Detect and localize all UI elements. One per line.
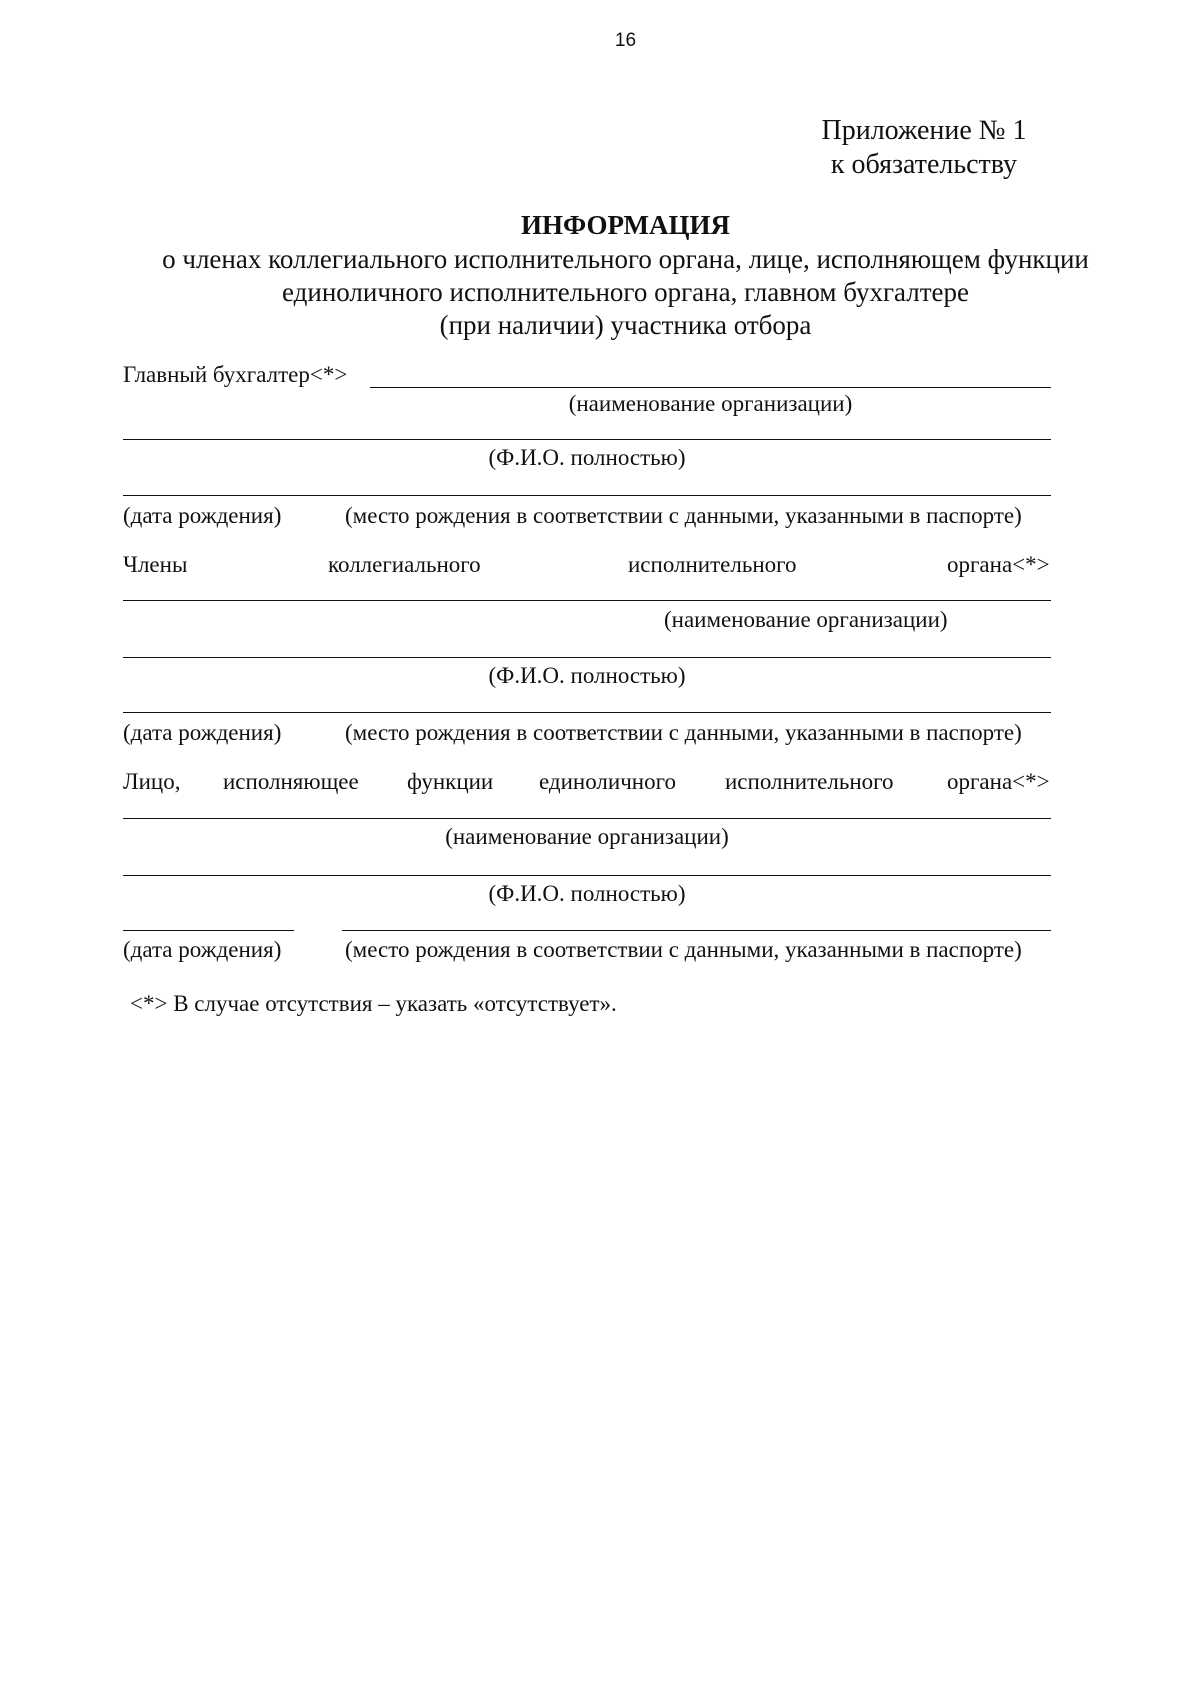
dob-birthplace-field[interactable] (123, 495, 1051, 496)
birthplace-caption: (место рождения в соответствии с данными, указанными в паспорте) (345, 503, 1022, 528)
birthplace-field[interactable] (342, 930, 1051, 931)
dob-birthplace-field[interactable] (123, 712, 1051, 713)
org-name-caption: (наименование организации) (445, 824, 729, 849)
fio-field[interactable] (123, 657, 1051, 658)
subtitle-line-2: единоличного исполнительного органа, главном бухгалтере (282, 277, 969, 307)
org-name-field[interactable] (123, 600, 1051, 601)
sole-label-word-6: органа<*> (947, 769, 1050, 794)
document-title: ИНФОРМАЦИЯ (521, 210, 730, 240)
dob-caption: (дата рождения) (123, 503, 282, 528)
board-label-word-2: коллегиального (328, 552, 481, 577)
org-name-caption: (наименование организации) (664, 607, 948, 632)
birthplace-caption: (место рождения в соответствии с данными, указанными в паспорте) (345, 720, 1022, 745)
sole-label-word-5: исполнительного (725, 769, 894, 794)
chief-accountant-label: Главный бухгалтер<*> (123, 362, 348, 387)
fio-caption: (Ф.И.О. полностью) (488, 881, 686, 906)
appendix-line-1: Приложение № 1 (821, 115, 1027, 146)
sole-label-word-2: исполняющее (223, 769, 359, 794)
document-subtitle (0, 243, 1200, 342)
subtitle-line-1: о членах коллегиального исполнительного органа, лице, исполняющем функции (162, 244, 1089, 274)
board-label-word-1: Члены (123, 552, 188, 577)
org-name-field[interactable] (123, 818, 1051, 819)
footnote: <*> В случае отсутствия – указать «отсутствует». (130, 991, 617, 1016)
appendix-note (800, 114, 1048, 182)
dob-caption: (дата рождения) (123, 937, 282, 962)
board-label-word-4: органа<*> (947, 552, 1050, 577)
sole-label-word-1: Лицо, (123, 769, 181, 794)
org-name-field[interactable] (370, 387, 1051, 388)
birthplace-caption: (место рождения в соответствии с данными, указанными в паспорте) (345, 937, 1022, 962)
fio-caption: (Ф.И.О. полностью) (488, 663, 686, 688)
sole-label-word-3: функции (407, 769, 494, 794)
fio-field[interactable] (123, 875, 1051, 876)
subtitle-line-3: (при наличии) участника отбора (439, 310, 812, 340)
page-number: 16 (614, 30, 637, 51)
dob-caption: (дата рождения) (123, 720, 282, 745)
org-name-caption: (наименование организации) (568, 391, 853, 416)
sole-label-word-4: единоличного (539, 769, 676, 794)
appendix-line-2: к обязательству (830, 149, 1018, 180)
board-label-word-3: исполнительного (628, 552, 797, 577)
fio-field[interactable] (123, 439, 1051, 440)
fio-caption: (Ф.И.О. полностью) (488, 445, 686, 470)
dob-field[interactable] (123, 930, 294, 931)
